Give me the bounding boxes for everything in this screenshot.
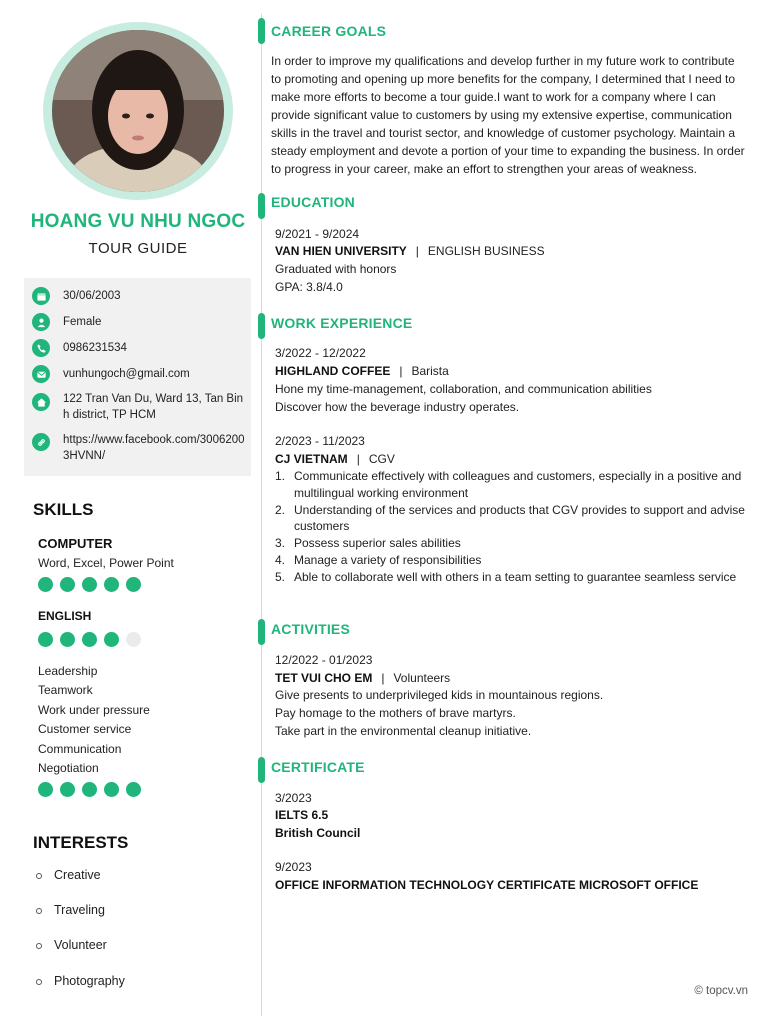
rating-dot [82,782,97,797]
job-duties-list [275,468,745,586]
footer-watermark: © topcv.vn [694,985,748,997]
list-item [275,502,745,536]
list-text: Communicate effectively with colleagues and customers, especially in a positive and multilingual working environment [294,469,742,500]
activity-dates: 12/2022 - 01/2023 [275,653,373,667]
rating-dot [126,782,141,797]
home-icon [32,393,50,411]
separator: | [415,244,419,258]
list-number: 5. [275,569,286,584]
interests-title: INTERESTS [33,833,129,852]
rating-dot [104,632,119,647]
interest-item [36,903,105,917]
interest-label: Traveling [54,903,105,917]
list-item [275,535,745,552]
career-goals-title: CAREER GOALS [271,23,387,39]
person-icon [32,313,50,331]
interest-label: Creative [54,868,101,882]
rating-dot [38,632,53,647]
section-marker [258,193,265,219]
interest-label: Volunteer [54,938,107,952]
link-icon [32,433,50,451]
rating-dot [104,577,119,592]
list-item [275,569,745,586]
list-number: 3. [275,536,286,551]
separator: | [399,364,403,378]
activity-detail: Give presents to underprivileged kids in mountainous regions. [275,688,604,702]
phone-text[interactable]: 0986231534 [63,342,127,354]
certificate-date: 3/2023 [275,791,312,805]
job-company: HIGHLAND COFFEE [275,364,391,378]
soft-skill-item: Work under pressure [38,702,150,717]
list-text: Able to collaborate well with others in a team setting to guarantee seamless service [294,569,737,584]
activities-title: ACTIVITIES [271,621,351,637]
list-text: Understanding of the services and products that CGV provides to support and advise customers [294,502,745,534]
certificate-date: 9/2023 [275,860,312,874]
list-item [275,468,745,502]
separator: | [381,671,385,685]
column-divider [261,14,262,1016]
education-headline [275,244,545,258]
bullet-icon [36,943,42,949]
list-text: Possess superior sales abilities [294,536,461,551]
calendar-icon [32,287,50,305]
left-sidebar [0,0,262,1024]
job-company: CJ VIETNAM [275,452,348,466]
activity-position: Volunteers [393,671,451,685]
section-marker [258,18,265,44]
career-goals-text: In order to improve my qualifications and develop further in my future work to contribute to promoting and opening up more benefits for the company, I determined that I need to make more efforts to become a tour guide.I want to work for a company where I can provide significant value to customers by using my extensive expertise, communication skills in the travel and tourist sector, and knowledge of customer psychology. Maintain a steady employment and devote a portion of your time to expanding the business. In order to progress in your career, make an effort to strengthen your areas of weakness. [271,54,745,176]
certificate-issuer: British Council [275,826,361,840]
job-dates: 2/2023 - 11/2023 [275,434,365,448]
rating-dot [60,782,75,797]
job-position: CGV [368,452,395,466]
skill-computer-heading: COMPUTER [38,536,113,551]
job-dates: 3/2022 - 12/2022 [275,346,366,360]
list-number: 2. [275,502,286,517]
section-marker [258,619,265,645]
rating-dot [104,782,119,797]
skill-english-rating [38,632,141,647]
birthdate-text: 30/06/2003 [63,290,121,302]
avatar [52,30,224,192]
activity-detail: Take part in the environmental cleanup initiative. [275,724,532,738]
activity-headline [275,671,450,685]
interest-item [36,868,101,882]
rating-dot [60,577,75,592]
work-experience-title: WORK EXPERIENCE [271,315,413,331]
interest-item [36,938,107,952]
soft-skill-item: Leadership [38,664,98,678]
education-title: EDUCATION [271,194,355,210]
certificate-name: IELTS 6.5 [275,808,329,822]
skill-english-heading: ENGLISH [38,609,92,623]
bullet-icon [36,908,42,914]
soft-skills-list [38,662,150,778]
bullet-icon [36,873,42,879]
certificate-name: OFFICE INFORMATION TECHNOLOGY CERTIFICATE MICROSOFT OFFICE [275,878,699,892]
rating-dot [38,577,53,592]
facebook-link[interactable]: https://www.facebook.com/30062003HVNN/ [63,434,245,462]
certificate-title: CERTIFICATE [271,759,365,775]
skills-title: SKILLS [33,500,94,519]
soft-skill-item: Communication [38,741,122,756]
candidate-name: HOANG VU NHU NGOC [30,211,246,232]
list-text: Manage a variety of responsibilities [294,552,482,567]
skill-computer-rating [38,577,141,592]
soft-skill-item: Customer service [38,722,132,737]
rating-dot [126,632,141,647]
activity-org: TET VUI CHO EM [275,671,373,685]
skill-computer-detail: Word, Excel, Power Point [38,556,174,570]
education-detail: Graduated with honors [275,262,397,276]
email-text[interactable]: vunhungoch@gmail.com [63,368,190,380]
interest-label: Photography [54,974,125,988]
separator: | [356,452,360,466]
job-detail: Discover how the beverage industry operates. [275,400,520,414]
rating-dot [82,632,97,647]
rating-dot [38,782,53,797]
rating-dot [82,577,97,592]
soft-skill-item: Negotiation [38,761,99,776]
job-detail: Hone my time-management, collaboration, and communication abilities [275,382,652,396]
list-number: 4. [275,552,286,567]
list-item [275,552,745,569]
education-school: VAN HIEN UNIVERSITY [275,244,407,258]
list-number: 1. [275,469,286,483]
candidate-role: TOUR GUIDE [88,240,188,257]
job-position: Barista [411,364,449,378]
education-detail: GPA: 3.8/4.0 [275,280,343,294]
education-dates: 9/2021 - 9/2024 [275,227,360,241]
rating-dot [60,632,75,647]
rating-dot [126,577,141,592]
soft-skill-item: Teamwork [38,683,93,698]
job-headline [275,452,395,466]
address-text: 122 Tran Van Du, Ward 13, Tan Binh district, TP HCM [63,393,244,421]
phone-icon [32,339,50,357]
interest-item [36,974,125,988]
soft-skills-rating [38,782,141,797]
avatar-portrait [52,30,224,192]
section-marker [258,313,265,339]
job-headline [275,364,449,378]
activity-detail: Pay homage to the mothers of brave martyrs. [275,706,516,720]
section-marker [258,757,265,783]
mail-icon [32,365,50,383]
bullet-icon [36,979,42,985]
contact-panel [24,278,251,476]
gender-text: Female [63,316,102,328]
education-major: ENGLISH BUSINESS [427,244,545,258]
